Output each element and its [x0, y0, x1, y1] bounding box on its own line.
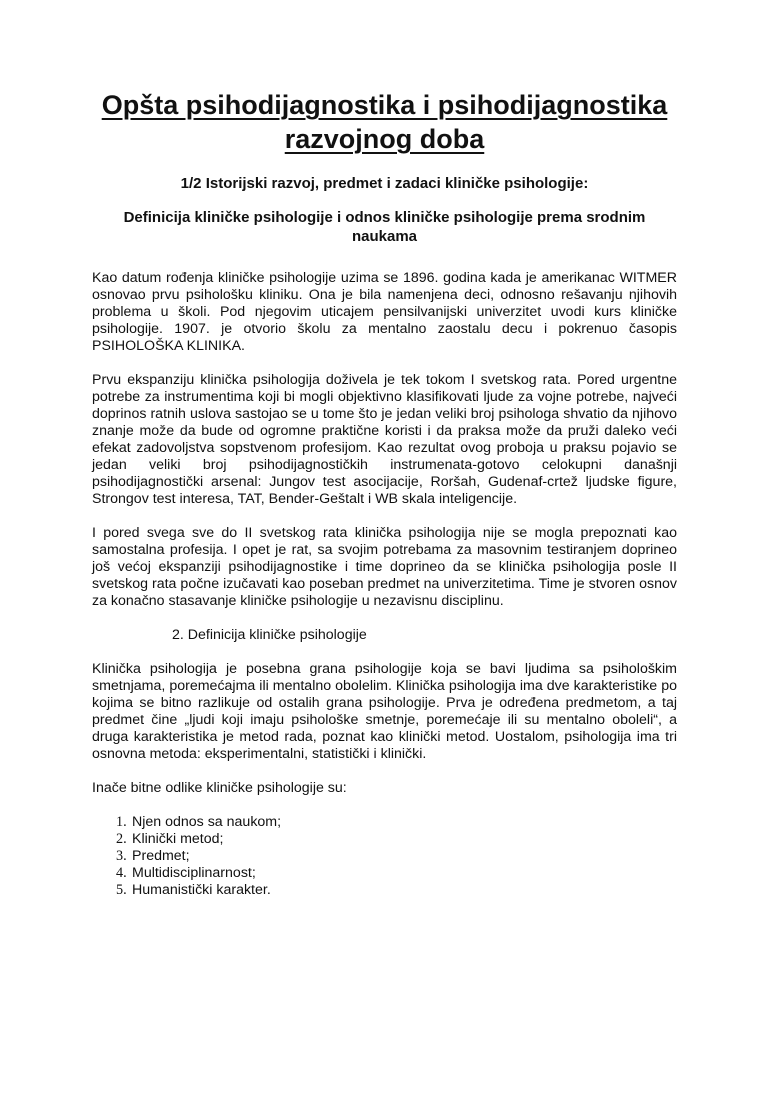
list-item-text: Humanistički karakter.: [132, 882, 271, 898]
list-item-number: 5.: [116, 882, 127, 898]
list-item-text: Njen odnos sa naukom;: [132, 814, 282, 830]
list-item-number: 4.: [116, 865, 127, 881]
document-page: [0, 88, 768, 1112]
list-item-text: Multidisciplinarnost;: [132, 865, 256, 881]
list-item: [116, 865, 677, 882]
list-item: [116, 831, 677, 848]
list-item: [116, 814, 677, 831]
list-item-number: 3.: [116, 848, 127, 864]
list-item-text: Klinički metod;: [132, 831, 224, 847]
paragraph-definition: Klinička psihologija je posebna grana psihologije koja se bavi ljudima sa psihološkim smetnjama, poremećajma ili mentalno obolelim. Klinička psihologija ima dve karakteristike po kojima se bitno razlikuje od ostalih grana psihologije. Prva je određena predmetom, a taj predmet čine „ljudi koji imaju psihološke smetnje, poremećaje ili su mentalno oboleli“, a druga karakteristika je metod rada, poznat kao klinički metod. Uostalom, psihologija ima tri osnovna metoda: eksperimentalni, statistički i klinički.: [92, 661, 677, 762]
list-item-number: 2.: [116, 831, 127, 847]
paragraph-expansion: Prvu ekspanziju klinička psihologija doživela je tek tokom I svetskog rata. Pored urgentne potrebe za instrumentima koji bi mogli objektivno klasifikovati ljude za vojne potrebe, najveći doprinos ratnih uslova sastojao se u tome što je jedan veliki broj psihologa shvatio da njihovo znanje može da bude od ogromne praktične koristi i da praksa može da pruži daleko veći efekat zadovoljstva sopstvenom profesijom. Kao rezultat ovog proboja u praksu pojavio se jedan veliki broj psihodijagnostičkih instrumenata-gotovo celokupni današnji psihodijagnostički arsenal: Jungov test asocijacije, Roršah, Gudenaf-crtež ljudske figure, Strongov test interesa, TAT, Bender-Geštalt i WB skala inteligencije.: [92, 372, 677, 507]
list-item: [116, 882, 677, 899]
list-item: [116, 848, 677, 865]
numbered-heading: 2. Definicija kliničke psihologije: [172, 627, 367, 643]
paragraph-independence: I pored svega sve do II svetskog rata klinička psihologija nije se mogla prepoznati kao samostalna profesija. I opet je rat, sa svojim potrebama za masovnim testiranjem doprineo još većoj ekspanziji psihodijagnostike i time doprineo da se klinička psihologija posle II svetskog rata počne izučavati kao poseban predmet na univerzitetima. Time je stvoren osnov za konačno stasavanje kliničke psihologije u nezavisnu disciplinu.: [92, 525, 677, 609]
paragraph-list-intro: Inače bitne odlike kliničke psihologije su:: [92, 780, 347, 796]
list-item-number: 1.: [116, 814, 127, 830]
list-item-text: Predmet;: [132, 848, 190, 864]
document-title: Opšta psihodijagnostika i psihodijagnostika razvojnog doba: [101, 90, 668, 154]
paragraph-history: Kao datum rođenja kliničke psihologije uzima se 1896. godina kada je amerikanac WITMER osnovao prvu psihološku kliniku. Ona je bila namenjena deci, odnosno rešavanju njihovih problema u školi. Pod njegovim uticajem pensilvanijski univerzitet uvodi kurs kliničke psihologije. 1907. je otvorio školu za mentalno zaostalu decu i pokrenuo časopis PSIHOLOŠKA KLINIKA.: [92, 270, 677, 354]
document-subtitle: 1/2 Istorijski razvoj, predmet i zadaci kliničke psihologije:: [180, 175, 589, 192]
section-heading: Definicija kliničke psihologije i odnos kliničke psihologije prema srodnim naukama: [123, 209, 646, 245]
characteristics-list: [116, 814, 677, 899]
